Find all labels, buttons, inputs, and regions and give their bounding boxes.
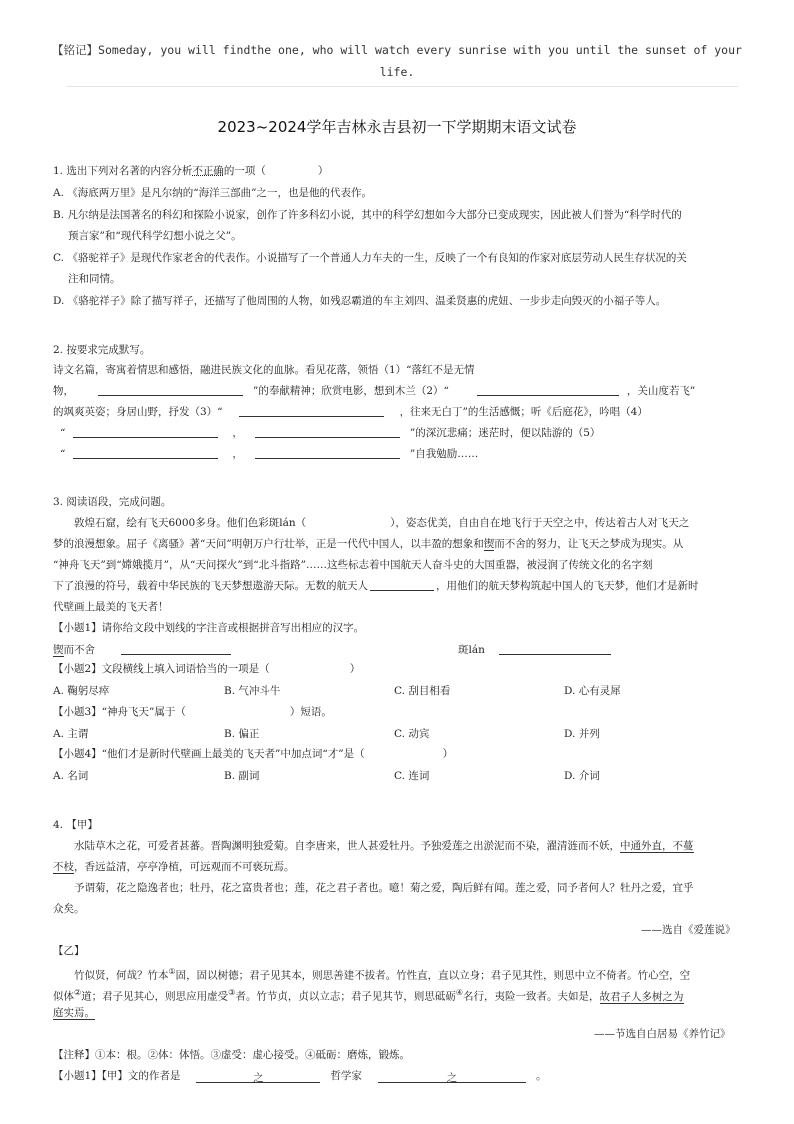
q1-option-b: B. 凡尔纳是法国著名的科幻和探险小说家，创作了许多科幻小说，其中的科学幻想如今大部分已变成现实，因此被人们誉为“科学时代的 [53, 209, 682, 221]
answer-blank[interactable] [121, 643, 231, 655]
option-a[interactable]: A. 名词 [53, 770, 89, 782]
q2-line: “ ， ”的深沉悲痛；迷茫时，便以陆游的（5） [60, 427, 601, 439]
motto [40, 39, 754, 83]
q1-option-b-cont: 预言家”和“现代科学幻想小说之父”。 [68, 230, 242, 242]
q3-subq1-b: 斑lán [458, 643, 611, 657]
q4-label-yi: 【乙】 [53, 945, 85, 957]
option-c[interactable]: C. 刮目相看 [394, 685, 451, 697]
q1-option-c: C. 《骆驼祥子》是现代作家老舍的代表作。小说描写了一个普通人力车夫的一生，反映了一个有良知的作家对底层劳动人民生存状况的关 [53, 252, 687, 264]
answer-blank[interactable] [98, 384, 243, 396]
q4-passage-yi: 竹似贤，何哉？竹本①固，固以树德；君子见其本，则思善建不拔者。竹性直，直以立身；君子见其性，则思中立不倚者。竹心空，空 [74, 967, 691, 982]
q3-passage: 梦的浪漫想象。屈子《离骚》著“天问”明朝万户行壮举，正是一代代中国人，以丰盈的想象和锲而不舍的努力，让飞天之梦成为现实。从 [53, 538, 684, 550]
option-d[interactable]: D. 并列 [564, 728, 600, 740]
option-b[interactable]: B. 气冲斗牛 [224, 685, 281, 697]
answer-blank[interactable] [73, 447, 218, 459]
q1-stem: 1. 选出下列对名著的内容分析不正确的一项（ ） [53, 165, 329, 177]
q1-option-c-cont: 注和同情。 [68, 273, 121, 285]
option-d[interactable]: D. 介词 [564, 770, 600, 782]
q2-line: 物， ”的奉献精神；欣赏电影，想到木兰（2）“ ，关山度若飞” [53, 385, 696, 397]
q4-source-yi: ——节选自白居易《养竹记》 [594, 1028, 731, 1040]
q1-option-d: D. 《骆驼祥子》除了描写祥子，还描写了他周围的人物，如残忍霸道的车主刘四、温柔贤惠的虎妞、一步步走向毁灭的小福子等人。 [53, 295, 667, 307]
q4-passage-jia: 不枝，香远益清，亭亭净植，可远观而不可亵玩焉。 [53, 861, 295, 873]
q3-subq4: 【小题4】“他们才是新时代壁画上最美的飞天者”中加点词“才”是（ ） [53, 748, 454, 760]
answer-blank[interactable] [370, 579, 434, 591]
q4-passage-yi: 庭实焉。 [53, 1007, 95, 1019]
q3-stem: 3. 阅读语段，完成问题。 [53, 496, 172, 508]
answer-blank[interactable] [255, 426, 400, 438]
option-c[interactable]: C. 连词 [394, 770, 430, 782]
q4-stem: 4. 【甲】 [53, 819, 98, 831]
q3-subq1-a: 锲而不舍 [53, 643, 231, 657]
option-d[interactable]: D. 心有灵犀 [564, 685, 621, 697]
page-title: 2023~2024学年吉林永吉县初一下学期期末语文试卷 [217, 118, 577, 136]
q2-line: 诗文名篇，寄寓着情思和感悟，融进民族文化的血脉。看见花落，领悟（1）“落红不是无情 [53, 364, 475, 376]
q1-option-a: A. 《海底两万里》是凡尔纳的“海洋三部曲”之一，也是他的代表作。 [53, 187, 372, 199]
q3-subq3: 【小题3】“神舟飞天”属于（ ）短语。 [53, 706, 332, 718]
q4-source-jia: ——选自《爱莲说》 [641, 924, 736, 936]
q3-passage: 代壁画上最美的飞天者！ [53, 601, 169, 613]
answer-blank[interactable] [255, 447, 400, 459]
answer-blank[interactable] [73, 426, 218, 438]
answer-blank[interactable] [499, 643, 611, 655]
option-a[interactable]: A. 鞠躬尽瘁 [53, 685, 110, 697]
q2-line: “ ， ”自我勉励…… [60, 448, 479, 460]
q2-stem: 2. 按要求完成默写。 [53, 344, 151, 356]
q3-subq2: 【小题2】文段横线上填入词语恰当的一项是（ ） [53, 663, 361, 675]
option-a[interactable]: A. 主谓 [53, 728, 89, 740]
q3-passage: 下了浪漫的符号，载着中华民族的飞天梦想遨游天际。无数的航天人 ，用他们的航天梦构筑起中国人的飞天梦，他们才是新时 [53, 580, 699, 592]
motto-line: life. [379, 65, 415, 79]
q4-passage-jia: 水陆草木之花，可爱者甚蕃。晋陶渊明独爱菊。自李唐来，世人甚爱牡丹。予独爱莲之出淤泥而不染，濯清涟而不妖，中通外直，不蔓 [74, 840, 694, 852]
divider [66, 86, 738, 87]
q4-passage-jia: 众矣。 [53, 903, 85, 915]
q3-passage: 敦煌石窟，绘有飞天6000多身。他们色彩斑lán（ ），姿态优美，自由自在地飞行于天空之中，传达着古人对飞天之 [74, 517, 690, 529]
option-c[interactable]: C. 动宾 [394, 728, 430, 740]
q2-line: 的飒爽英姿；身居山野，抒发（3）“ ，往来无白丁”的生活感慨；听《后庭花》，吟唱（4） [53, 406, 648, 418]
answer-blank[interactable] [477, 384, 619, 396]
q4-passage-yi: 似体②道；君子见其心，则思应用虚受③者。竹节贞，贞以立志；君子见其节，则思砥砺④名行，夷险一致者。夫如是，故君子人多树之为 [53, 988, 684, 1003]
q3-passage: “神舟飞天”到“嫦娥揽月”，从“天问探火”到“北斗指路”……这些标志着中国航天人奋斗史的大国重器，被浸润了传统文化的名字刻 [53, 559, 653, 571]
option-b[interactable]: B. 偏正 [224, 728, 260, 740]
answer-blank[interactable] [239, 405, 384, 417]
q4-notes: 【注释】①本：根。②体：体悟。③虚受：虚心接受。④砥砺：磨炼，锻炼。 [53, 1049, 410, 1061]
motto-line: 【铭记】Someday, you will findthe one, who will watch every sunrise with you until the sunset of your [52, 43, 742, 57]
q4-passage-jia: 予谓菊，花之隐逸者也；牡丹，花之富贵者也；莲，花之君子者也。噫！菊之爱，陶后鲜有闻。莲之爱，同予者何人？牡丹之爱，宜乎 [74, 882, 694, 894]
q3-subq1: 【小题1】请你给文段中划线的字注音或根据拼音写出相应的汉字。 [53, 622, 365, 634]
q4-subq1: 【小题1】【甲】文的作者是 之 哲学家 之 。 [53, 1070, 547, 1084]
answer-blank[interactable]: 之 [378, 1071, 526, 1083]
option-b[interactable]: B. 副词 [224, 770, 260, 782]
answer-blank[interactable]: 之 [196, 1071, 320, 1083]
